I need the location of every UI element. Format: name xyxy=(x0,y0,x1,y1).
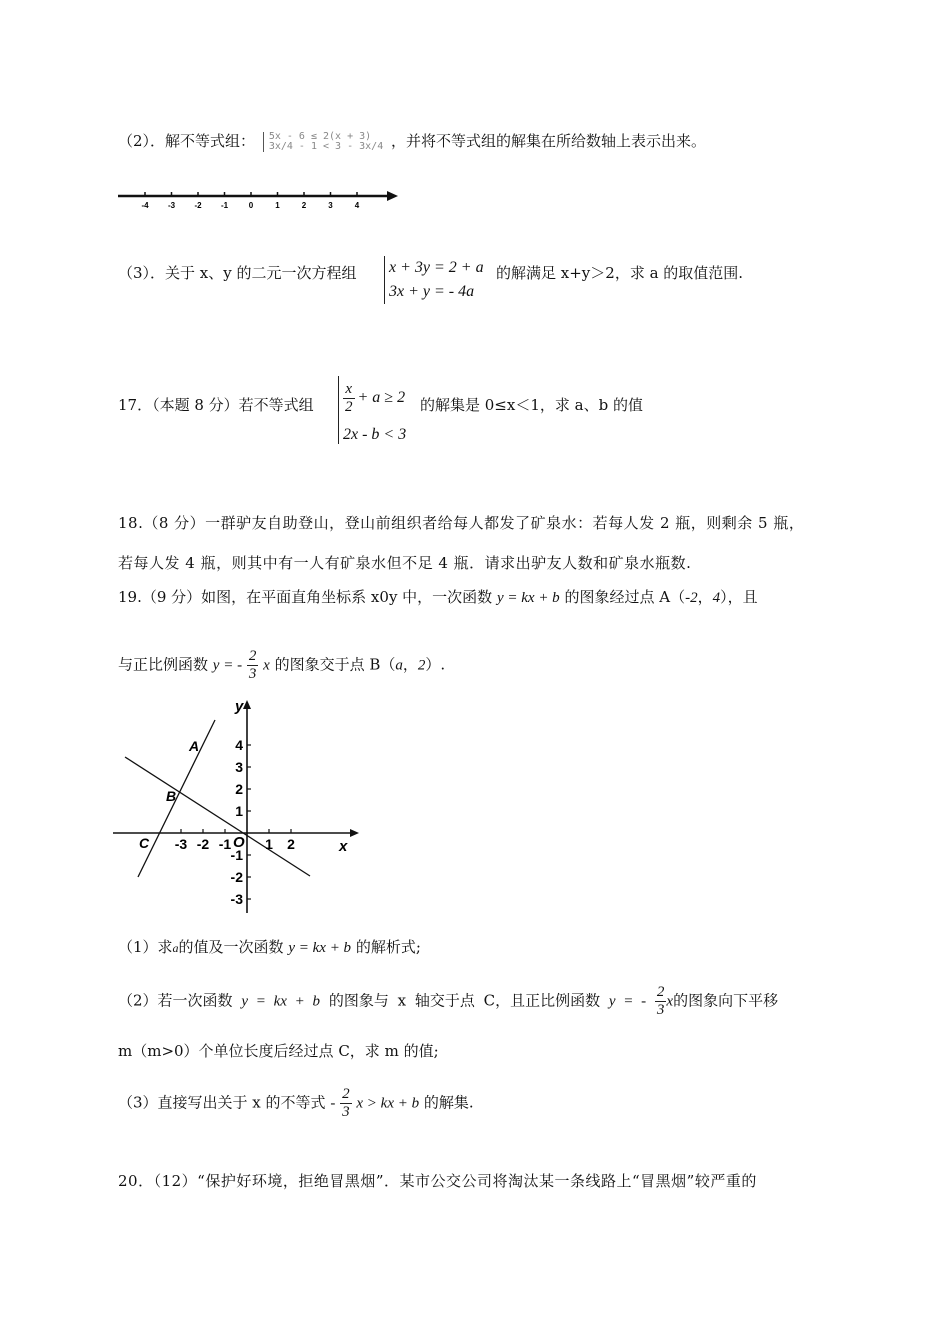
x-tick-label: -3 xyxy=(174,836,188,852)
y-tick-label: -1 xyxy=(230,847,243,863)
point-a-label: A xyxy=(189,738,200,754)
q16-part3-condition: 的解满足 x+y＞2，求 a 的取值范围. xyxy=(496,264,744,282)
q18-line1: 18.（8 分）一群驴友自助登山，登山前组织者给每人都发了矿泉水：若每人发 2 瓶，则剩余 5 瓶， xyxy=(118,514,805,532)
q20-line1: 20．（12）“保护好环境，拒绝冒黑烟”．某市公交公司将淘汰某一条线路上“冒黑烟”较严重的 xyxy=(118,1172,757,1190)
number-line-label: 2 xyxy=(301,201,307,210)
number-line-label: -3 xyxy=(167,201,176,210)
q17-text: 17．（本题 8 分）若不等式组 xyxy=(118,396,314,414)
number-line-label: -1 xyxy=(220,201,229,210)
q16-equation-system: x + 3y = 2 + a 3x + y = - 4a xyxy=(384,256,484,304)
number-line-label: 0 xyxy=(248,201,254,210)
q17-inequality-system: $\frac{x}{2}$ + a ≥ 2 2x - b < 3 xyxy=(338,376,406,444)
q19-sub1: （1）求a的值及一次函数 y = kx + b 的解析式; xyxy=(118,938,421,956)
y-tick-label: 1 xyxy=(235,803,243,819)
number-line-label: 4 xyxy=(354,201,360,210)
coordinate-graph xyxy=(105,695,365,920)
y-tick-label: 3 xyxy=(235,759,243,775)
x-tick-label: 2 xyxy=(287,836,295,852)
x-axis-label: x xyxy=(339,838,348,855)
y-axis-label: y xyxy=(235,698,244,715)
y-tick-label: 2 xyxy=(235,781,243,797)
x-tick-label: -1 xyxy=(218,836,232,852)
q18-line2: 若每人发 4 瓶，则其中有一人有矿泉水但不足 4 瓶．请求出驴友人数和矿泉水瓶数. xyxy=(118,554,692,572)
point-c-label: C xyxy=(139,835,150,851)
line-ob xyxy=(125,757,310,876)
q17-condition: 的解集是 0≤x＜1，求 a、b 的值 xyxy=(420,396,643,414)
q19-sub2: （2）若一次函数 y = kx + b 的图象与 x 轴交于点 C，且正比例函数 y = - $\frac{2}{3}$ x的图象向下平移 xyxy=(118,984,779,1018)
y-tick-label: 4 xyxy=(235,737,243,753)
number-line-label: 1 xyxy=(275,201,280,210)
x-tick-label: 1 xyxy=(265,836,273,852)
q16-part3-text: （3）．关于 x、y 的二元一次方程组 xyxy=(118,264,357,282)
number-line-label: -2 xyxy=(194,201,202,210)
q19-line1: 19.（9 分）如图，在平面直角坐标系 x0y 中，一次函数 y = kx + b 的图象经过点 A（-2，4），且 xyxy=(118,588,758,606)
origin-label: O xyxy=(233,834,245,851)
number-line xyxy=(115,186,400,214)
q16-part2: （2）．解不等式组： 5x - 6 ≤ 2(x + 3) 3x/4 - 1 < 3 - 3x/4 ，并将不等式组的解集在所给数轴上表示出来。 xyxy=(118,131,707,152)
y-tick-label: -3 xyxy=(230,891,243,907)
number-line-label: -4 xyxy=(141,201,149,210)
q19-line2: 与正比例函数 y = - $\frac{2}{3}$ x 的图象交于点 B（a，2）. xyxy=(118,648,446,682)
number-line-label: 3 xyxy=(328,201,333,210)
q19-sub3: （3）直接写出关于 x 的不等式 - $\frac{2}{3}$ x > kx + b 的解集. xyxy=(118,1086,474,1120)
y-axis-arrow xyxy=(243,700,251,709)
line-ab xyxy=(138,720,215,877)
x-axis-arrow xyxy=(350,829,359,837)
point-b-label: B xyxy=(166,788,177,804)
q16-inequality-system: 5x - 6 ≤ 2(x + 3) 3x/4 - 1 < 3 - 3x/4 xyxy=(263,132,383,152)
q19-sub2-line2: m（m>0）个单位长度后经过点 C，求 m 的值; xyxy=(118,1042,439,1060)
x-tick-label: -2 xyxy=(196,836,210,852)
y-tick-label: -2 xyxy=(230,869,243,885)
